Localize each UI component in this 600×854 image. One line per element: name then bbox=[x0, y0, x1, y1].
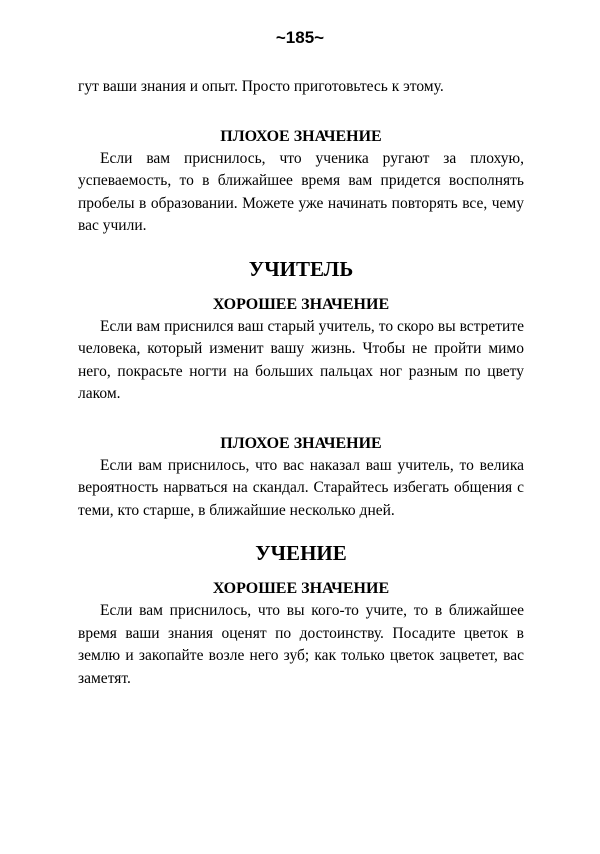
good-meaning-heading: ХОРОШЕЕ ЗНАЧЕНИЕ bbox=[212, 580, 390, 597]
bad-meaning-paragraph: Если вам приснилось, что ученика ругают за плохую, успеваемость, то в ближайшее время вам придется восполнять пробелы в образовании. Можете уже начинать повторять все, чему вас учили. bbox=[78, 149, 524, 234]
bad-meaning-paragraph: Если вам приснилось, что вас наказал ваш учитель, то велика вероятность нарваться на скандал. Старайтесь избегать общения с теми, кто старше, в ближайшие несколько дней. bbox=[78, 456, 524, 519]
good-meaning-paragraph: Если вам приснилось, что вы кого-то учите, то в ближайшее время ваши знания оценят по достоинству. Посадите цветок в землю и закопайте возле него зуб; как только цветок зацветет, вас заметят. bbox=[78, 602, 524, 687]
good-meaning-heading: ХОРОШЕЕ ЗНАЧЕНИЕ bbox=[212, 295, 390, 313]
bad-meaning-heading: ПЛОХОЕ ЗНАЧЕНИЕ bbox=[220, 434, 382, 452]
section-title-uchenie: УЧЕНИЕ bbox=[255, 541, 347, 565]
section-title-uchitel: УЧИТЕЛЬ bbox=[248, 256, 354, 281]
bad-meaning-heading: ПЛОХОЕ ЗНАЧЕНИЕ bbox=[220, 127, 382, 145]
page-number: ~185~ bbox=[275, 28, 325, 47]
good-meaning-paragraph: Если вам приснился ваш старый учитель, то скоро вы встретите человека, который изменит вашу жизнь. Чтобы не пройти мимо него, покрасьте ногти на больших пальцах ног разным по цвету лаком. bbox=[78, 317, 524, 402]
page-content bbox=[78, 76, 524, 690]
continuation-paragraph: гут ваши знания и опыт. Просто приготовьтесь к этому. bbox=[78, 78, 444, 95]
